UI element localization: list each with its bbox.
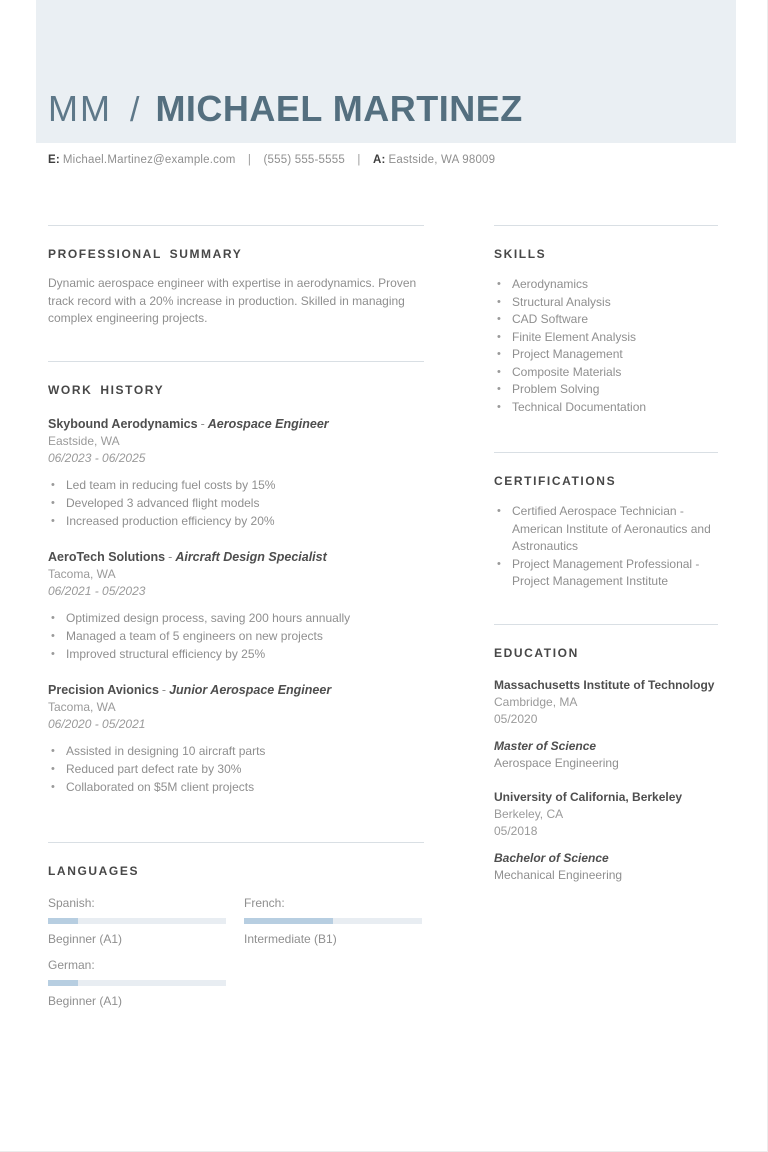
job-bullet-text: Collaborated on $5M client projects bbox=[66, 779, 255, 794]
job-title bbox=[48, 682, 424, 699]
job-bullet-text: Optimized design process, saving 200 hours annually bbox=[66, 610, 351, 625]
language-progress-track bbox=[48, 918, 226, 924]
job-title bbox=[48, 549, 424, 566]
contact-separator: | bbox=[357, 154, 361, 166]
section-skills bbox=[494, 225, 718, 416]
language-level: Beginner (A1) bbox=[48, 931, 123, 946]
language-progress-fill bbox=[48, 918, 78, 924]
job-role: Aircraft Design Specialist bbox=[175, 549, 327, 564]
language-progress-fill bbox=[244, 918, 333, 924]
education-field: Mechanical Engineering bbox=[494, 867, 623, 882]
job-role: Junior Aerospace Engineer bbox=[169, 682, 332, 697]
job-bullet bbox=[48, 627, 424, 645]
summary-text: Dynamic aerospace engineer with expertise in aerodynamics. Proven track record with a 20% increase in production. Skilled in managing complex engineering projects. bbox=[48, 276, 417, 325]
bullet-icon: • bbox=[51, 744, 55, 757]
job-bullet bbox=[48, 645, 424, 663]
education-degree-block bbox=[494, 738, 718, 772]
certification-item bbox=[494, 503, 718, 556]
language-level: Intermediate (B1) bbox=[244, 931, 337, 946]
email-label: E: bbox=[48, 154, 60, 166]
section-divider bbox=[494, 452, 718, 453]
bullet-icon: • bbox=[497, 383, 501, 395]
job-bullet-text: Improved structural efficiency by 25% bbox=[66, 646, 266, 661]
skill-text: CAD Software bbox=[512, 312, 589, 326]
language-progress-track bbox=[244, 918, 422, 924]
job-company: AeroTech Solutions bbox=[48, 549, 166, 564]
job-bullet-list bbox=[48, 609, 424, 663]
section-heading: EDUCATION bbox=[494, 645, 579, 660]
left-column bbox=[48, 225, 424, 1009]
bullet-icon: • bbox=[51, 762, 55, 775]
section-education bbox=[494, 624, 718, 884]
bullet-icon: • bbox=[497, 505, 501, 517]
job-bullet bbox=[48, 512, 424, 530]
skill-item bbox=[494, 364, 718, 382]
job-company: Skybound Aerodynamics bbox=[48, 416, 198, 431]
education-date: 05/2020 bbox=[494, 711, 538, 726]
skill-item bbox=[494, 276, 718, 294]
skill-text: Composite Materials bbox=[512, 364, 622, 379]
education-school: University of California, Berkeley bbox=[494, 789, 683, 804]
job-bullet-text: Assisted in designing 10 aircraft parts bbox=[66, 743, 266, 758]
section-languages bbox=[48, 842, 424, 1009]
language-level: Beginner (A1) bbox=[48, 993, 123, 1008]
job-bullet-list bbox=[48, 742, 424, 796]
skill-text: Project Management bbox=[512, 347, 623, 361]
education-location: Cambridge, MA bbox=[494, 694, 578, 709]
certification-item bbox=[494, 556, 718, 591]
bullet-icon: • bbox=[497, 313, 501, 325]
bullet-icon: • bbox=[51, 514, 55, 527]
bullet-icon: • bbox=[497, 557, 501, 570]
bullet-icon: • bbox=[51, 611, 55, 624]
job-bullet-list bbox=[48, 476, 424, 530]
section-divider bbox=[494, 624, 718, 625]
language-grid bbox=[48, 895, 424, 1009]
bullet-icon: • bbox=[497, 278, 501, 290]
bullet-icon: • bbox=[497, 330, 501, 343]
education-entry bbox=[494, 789, 718, 884]
job-location: Tacoma, WA bbox=[48, 566, 116, 581]
bullet-icon: • bbox=[497, 400, 501, 413]
section-divider bbox=[48, 361, 424, 362]
section-heading: CERTIFICATIONS bbox=[494, 474, 617, 488]
job-title-separator: - bbox=[168, 549, 173, 564]
job-entry bbox=[48, 682, 424, 796]
job-dates: 06/2020 - 05/2021 bbox=[48, 716, 146, 731]
job-bullet-text: Managed a team of 5 engineers on new projects bbox=[66, 628, 323, 643]
skill-text: Technical Documentation bbox=[512, 399, 647, 414]
language-progress-track bbox=[48, 980, 226, 986]
skill-text: Finite Element Analysis bbox=[512, 329, 637, 344]
email-value: Michael.Martinez@example.com bbox=[62, 154, 236, 166]
education-degree: Master of Science bbox=[494, 738, 597, 753]
job-entry bbox=[48, 549, 424, 663]
language-name: German: bbox=[48, 957, 95, 972]
job-bullet bbox=[48, 742, 424, 760]
bullet-icon: • bbox=[51, 629, 55, 642]
address-label: A: bbox=[372, 154, 386, 166]
bullet-icon: • bbox=[497, 348, 501, 360]
job-bullet bbox=[48, 476, 424, 494]
section-divider bbox=[494, 225, 718, 226]
job-location: Eastside, WA bbox=[48, 433, 120, 448]
education-school: Massachusetts Institute of Technology bbox=[494, 677, 715, 692]
job-location: Tacoma, WA bbox=[48, 699, 116, 714]
skill-item bbox=[494, 399, 718, 417]
education-degree: Bachelor of Science bbox=[494, 850, 609, 865]
skill-item bbox=[494, 346, 718, 364]
contact-line bbox=[48, 154, 767, 166]
job-bullet-text: Led team in reducing fuel costs by 15% bbox=[66, 477, 276, 492]
skill-text: Problem Solving bbox=[512, 382, 600, 396]
job-title-separator: - bbox=[161, 682, 167, 697]
content-columns bbox=[0, 225, 767, 1009]
certifications-list bbox=[494, 503, 718, 591]
job-role: Aerospace Engineer bbox=[207, 416, 329, 431]
header-band bbox=[36, 0, 736, 143]
section-heading: SKILLS bbox=[494, 247, 547, 261]
section-work-history bbox=[48, 361, 424, 796]
job-title bbox=[48, 416, 424, 433]
bullet-icon: • bbox=[51, 478, 55, 491]
skills-list bbox=[494, 276, 718, 416]
skill-item bbox=[494, 329, 718, 347]
page-title: MICHAEL MARTINEZ bbox=[155, 88, 523, 129]
job-bullet-text: Increased production efficiency by 20% bbox=[66, 513, 275, 528]
section-heading: PROFESSIONAL SUMMARY bbox=[48, 247, 243, 261]
language-item bbox=[244, 895, 422, 947]
section-divider bbox=[48, 842, 424, 843]
contact-separator: | bbox=[247, 154, 252, 166]
language-item bbox=[48, 957, 226, 1009]
address-value: Eastside, WA 98009 bbox=[388, 154, 496, 166]
job-title-separator: - bbox=[200, 416, 205, 431]
certification-text: Project Management Professional - Project Management Institute bbox=[512, 556, 700, 588]
section-certifications bbox=[494, 452, 718, 591]
monogram: MM bbox=[48, 88, 112, 129]
skill-item bbox=[494, 381, 718, 399]
bullet-icon: • bbox=[497, 365, 501, 378]
job-entry bbox=[48, 416, 424, 530]
section-heading: WORK HISTORY bbox=[48, 382, 165, 397]
language-progress-fill bbox=[48, 980, 78, 986]
certification-text: Certified Aerospace Technician - American Institute of Aeronautics and Astronautics bbox=[512, 504, 711, 553]
skill-item bbox=[494, 294, 718, 312]
bullet-icon: • bbox=[497, 295, 501, 308]
skill-text: Aerodynamics bbox=[512, 277, 589, 291]
job-bullet bbox=[48, 494, 424, 512]
language-name: French: bbox=[244, 895, 285, 910]
right-column bbox=[494, 225, 718, 1009]
section-heading: LANGUAGES bbox=[48, 863, 140, 878]
bullet-icon: • bbox=[51, 496, 55, 509]
skill-item bbox=[494, 311, 718, 329]
phone-value: (555) 555-5555 bbox=[263, 154, 345, 166]
education-entry bbox=[494, 677, 718, 772]
job-company: Precision Avionics bbox=[48, 682, 159, 697]
header-slash-separator: / bbox=[129, 91, 140, 129]
education-field: Aerospace Engineering bbox=[494, 755, 619, 770]
language-name: Spanish: bbox=[48, 895, 95, 910]
section-professional-summary bbox=[48, 225, 424, 328]
job-bullet bbox=[48, 760, 424, 778]
language-item bbox=[48, 895, 226, 947]
education-location: Berkeley, CA bbox=[494, 806, 564, 821]
job-bullet-text: Developed 3 advanced flight models bbox=[66, 495, 260, 510]
job-bullet-text: Reduced part defect rate by 30% bbox=[66, 761, 242, 776]
job-bullet bbox=[48, 778, 424, 796]
job-bullet bbox=[48, 609, 424, 627]
bullet-icon: • bbox=[51, 780, 55, 793]
education-date: 05/2018 bbox=[494, 823, 538, 838]
job-dates: 06/2023 - 06/2025 bbox=[48, 450, 146, 465]
skill-text: Structural Analysis bbox=[512, 294, 611, 309]
job-dates: 06/2021 - 05/2023 bbox=[48, 583, 146, 598]
section-divider bbox=[48, 225, 424, 226]
education-degree-block bbox=[494, 850, 718, 884]
bullet-icon: • bbox=[51, 647, 55, 660]
